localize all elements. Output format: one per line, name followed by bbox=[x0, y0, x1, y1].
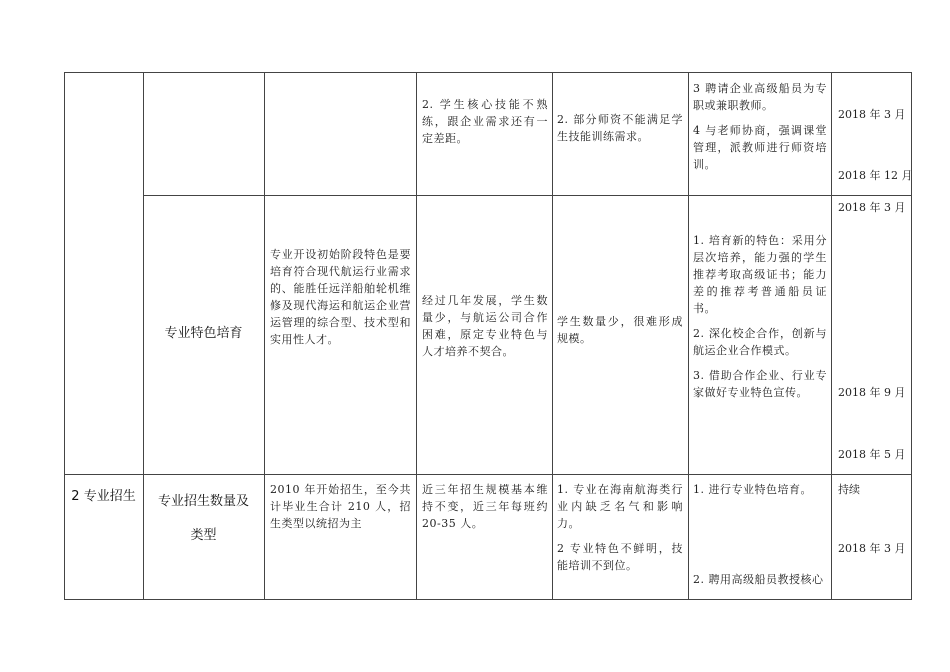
block2-date-1: 2018 年 3 月 bbox=[838, 201, 906, 214]
block2-item-label: 专业特色培育 bbox=[164, 326, 243, 341]
block2-reason-cell bbox=[557, 313, 683, 347]
block2-origin-cell bbox=[270, 246, 411, 348]
block2-measure-2: 2. 深化校企合作，创新与航运企业合作模式。 bbox=[693, 327, 827, 357]
block3-date-1: 持续 bbox=[838, 483, 860, 496]
block3-reason-1: 1. 专业在海南航海类行业内缺乏名气和影响力。 bbox=[557, 483, 683, 530]
block2-cause-text: 经过几年发展，学生数量少，与航运公司合作困难，原定专业特色与人才培养不契合。 bbox=[422, 294, 548, 358]
block3-measure-2: 2. 聘用高级船员教授核心 bbox=[693, 573, 824, 586]
block3-measure-1: 1. 进行专业特色培育。 bbox=[693, 483, 812, 496]
block1-reason-cell bbox=[557, 111, 683, 145]
block1-measure-4: 4 与老师协商，强调课堂管理，派教师进行师资培训。 bbox=[693, 124, 827, 171]
block1-cause-cell bbox=[422, 96, 548, 147]
block2-date-2: 2018 年 9 月 bbox=[838, 386, 906, 399]
block3-reason-2: 2 专业特色不鲜明，技能培训不到位。 bbox=[557, 542, 683, 572]
block3-origin-text: 2010 年开始招生，至今共计毕业生合计 210 人，招生类型以统招为主 bbox=[270, 483, 411, 530]
block3-origin-cell bbox=[270, 481, 411, 532]
block1-measure-cell bbox=[693, 80, 827, 173]
block3-cause-text: 近三年招生规模基本维持不变，近三年每班约 20-35 人。 bbox=[422, 483, 548, 530]
block3-cause-cell bbox=[422, 481, 548, 532]
block1-cause-text: 2. 学生核心技能不熟练，跟企业需求还有一定差距。 bbox=[422, 98, 548, 145]
block2-origin-text: 专业开设初始阶段特色是要培育符合现代航运行业需求的、能胜任远洋船舶轮机维修及现代海运和航运企业营运管理的综合型、技术型和实用性人才。 bbox=[270, 248, 411, 346]
block3-reason-cell bbox=[557, 481, 683, 574]
block3-item-line2: 类型 bbox=[190, 528, 217, 543]
block1-measure-3: 3 聘请企业高级船员为专职或兼职教师。 bbox=[693, 82, 827, 112]
block3-item-line1: 专业招生数量及 bbox=[157, 494, 249, 509]
block2-reason-text: 学生数量少，很难形成规模。 bbox=[557, 315, 683, 345]
block3-category-label: 2 专业招生 bbox=[71, 489, 136, 504]
block2-measure-1: 1. 培育新的特色：采用分层次培养，能力强的学生推荐考取高级证书；能力差的推荐考普通船员证书。 bbox=[693, 234, 827, 315]
block1-date-1: 2018 年 3 月 bbox=[838, 108, 906, 121]
block2-cause-cell bbox=[422, 292, 548, 360]
block1-reason-text: 2. 部分师资不能满足学生技能训练需求。 bbox=[557, 113, 683, 143]
block2-measure-cell bbox=[693, 232, 827, 401]
block1-date-2: 2018 年 12 月 bbox=[838, 169, 913, 182]
block3-measure-cell-2 bbox=[693, 571, 827, 588]
block3-measure-cell-1 bbox=[693, 481, 827, 498]
block3-item-label bbox=[143, 485, 264, 553]
block3-date-2: 2018 年 3 月 bbox=[838, 542, 906, 555]
block2-measure-3: 3. 借助合作企业、行业专家做好专业特色宣传。 bbox=[693, 369, 827, 399]
block2-date-3: 2018 年 5 月 bbox=[838, 448, 906, 461]
